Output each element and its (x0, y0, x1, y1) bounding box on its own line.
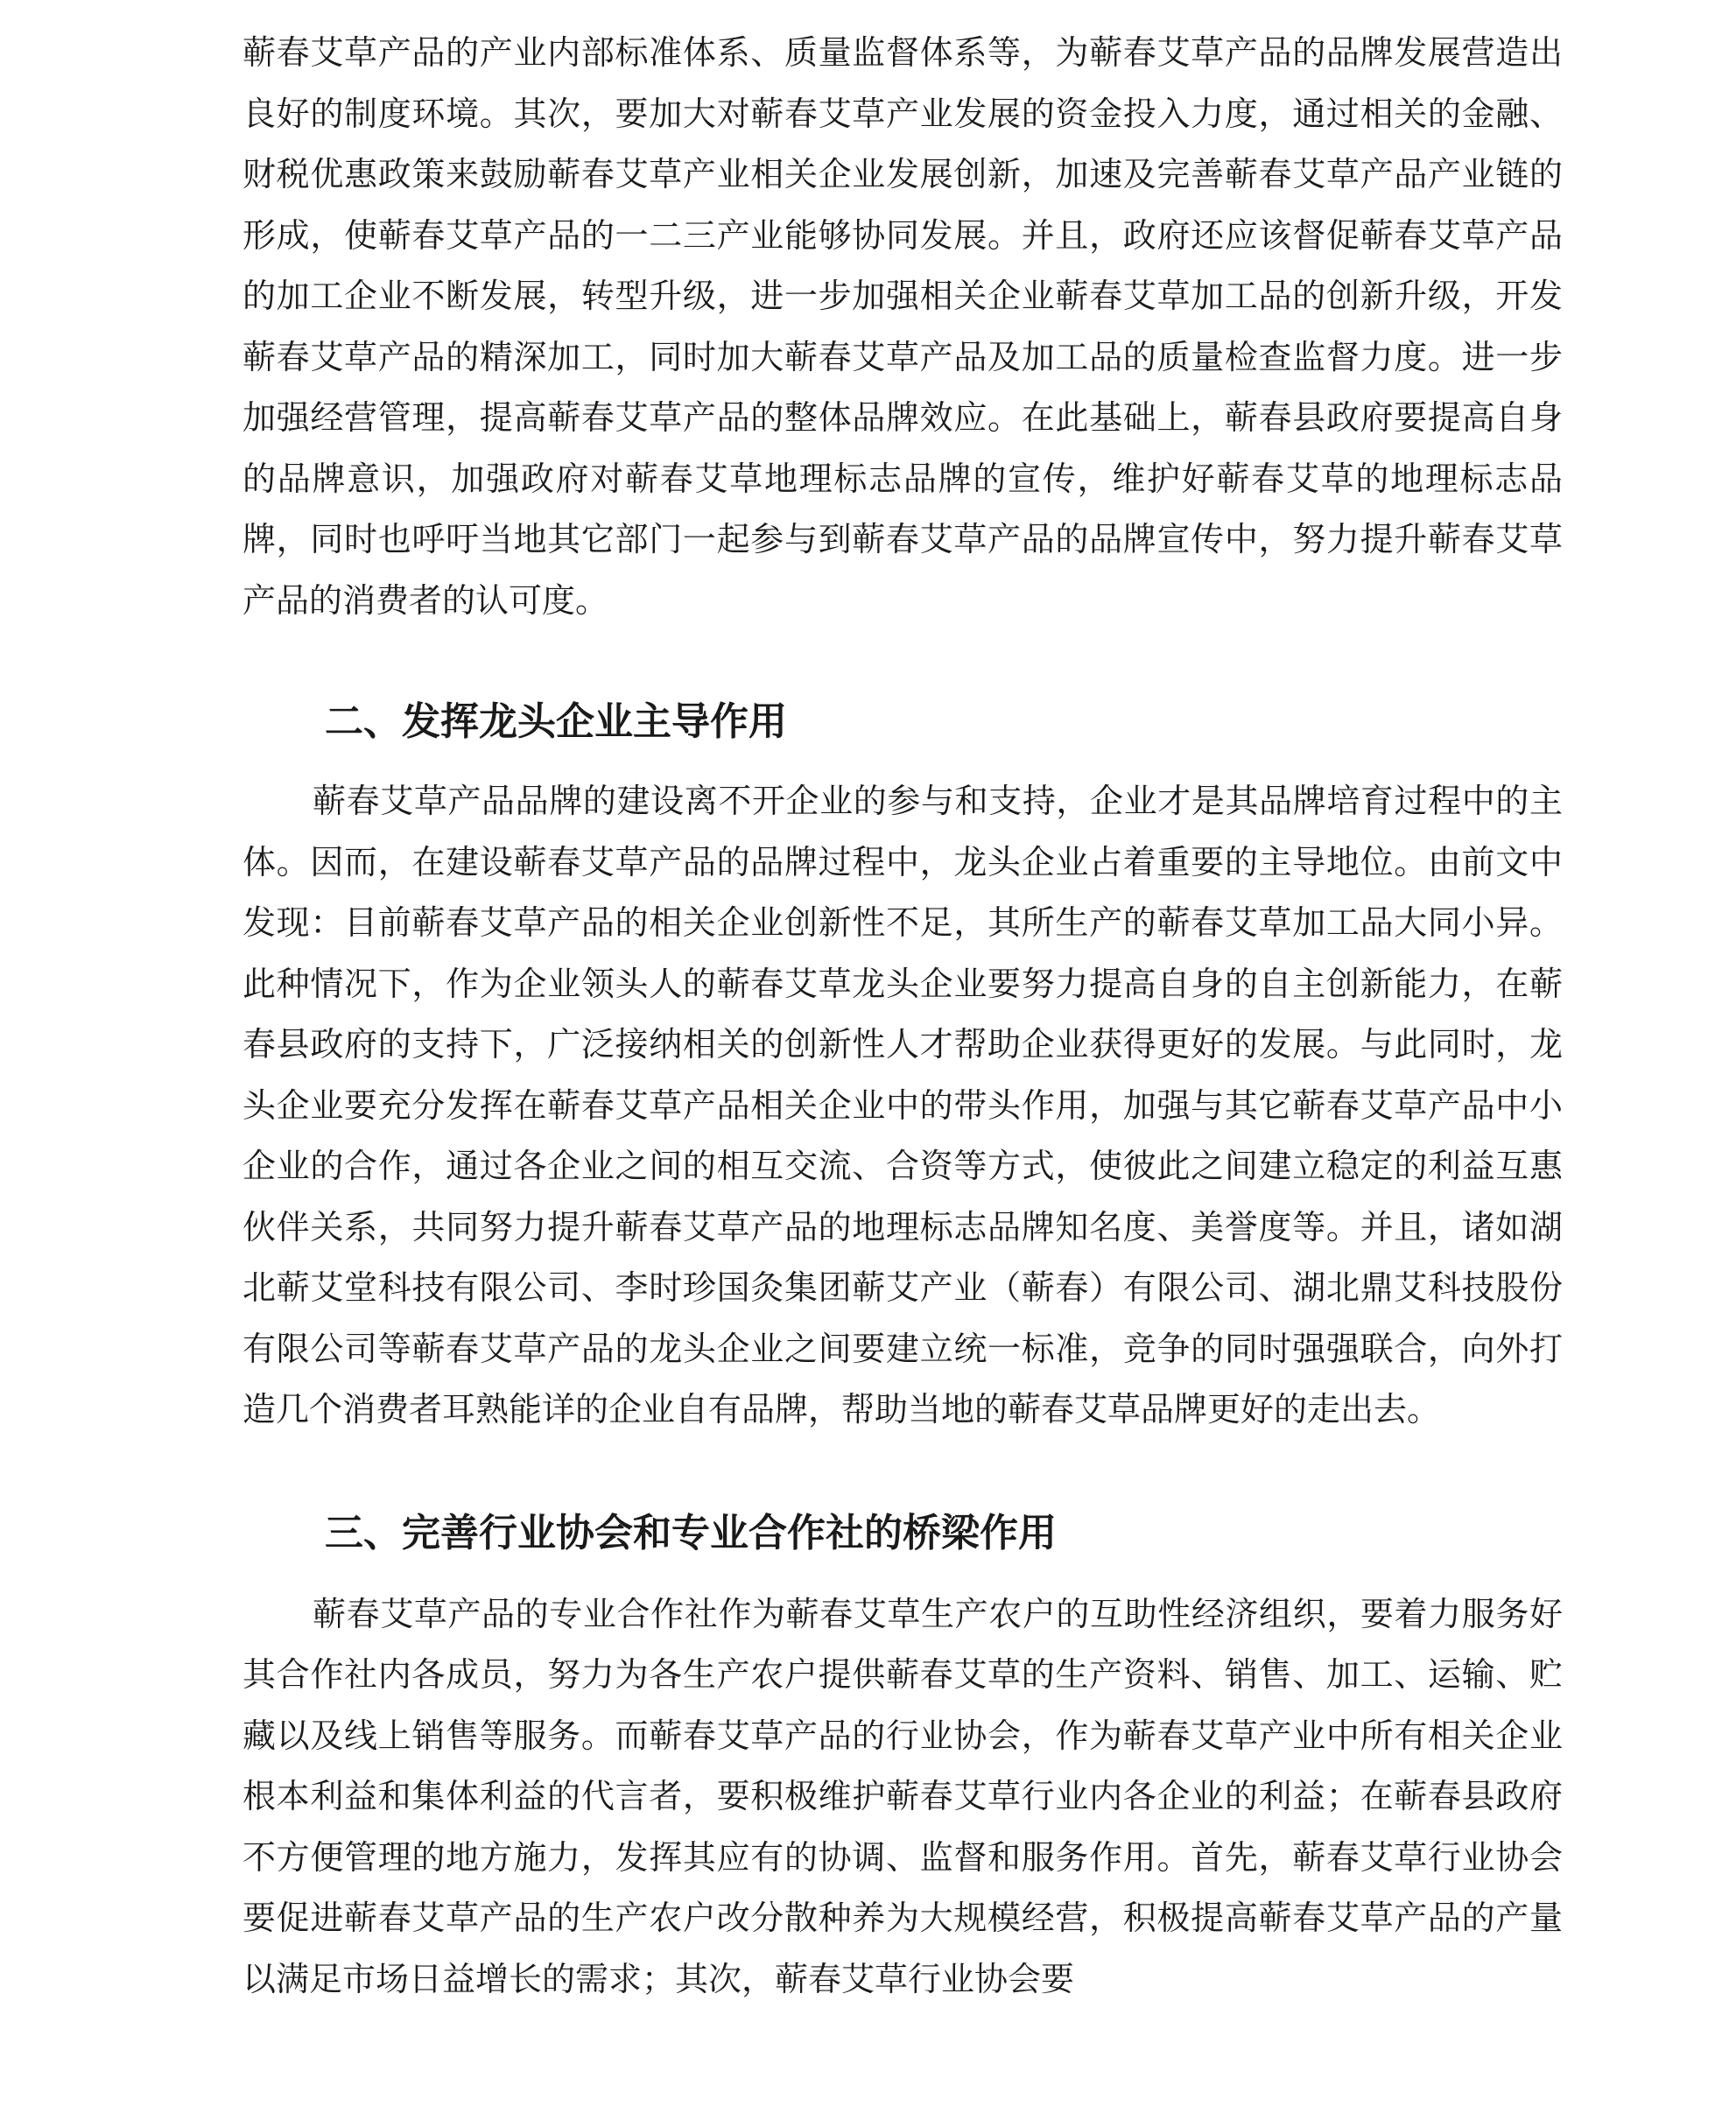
document-page (242, 23, 1563, 2010)
section-heading-2: 二、发挥龙头企业主导作用 (325, 699, 787, 744)
paragraph-leading-enterprises: 蕲春艾草产品品牌的建设离不开企业的参与和支持，企业才是其品牌培育过程中的主体。因而，在建设蕲春艾草产品的品牌过程中，龙头企业占着重要的主导地位。由前文中发现：目前蕲春艾草产品的相关企业创新性不足，其所生产的蕲春艾草加工品大同小异。此种情况下，作为企业领头人的蕲春艾草龙头企业要努力提高自身的自主创新能力，在蕲春县政府的支持下，广泛接纳相关的创新性人才帮助企业获得更好的发展。与此同时，龙头企业要充分发挥在蕲春艾草产品相关企业中的带头作用，加强与其它蕲春艾草产品中小企业的合作，通过各企业之间的相互交流、合资等方式，使彼此之间建立稳定的利益互惠伙伴关系，共同努力提升蕲春艾草产品的地理标志品牌知名度、美誉度等。并且，诸如湖北蕲艾堂科技有限公司、李时珍国灸集团蕲艾产业（蕲春）有限公司、湖北鼎艾科技股份有限公司等蕲春艾草产品的龙头企业之间要建立统一标准，竞争的同时强强联合，向外打造几个消费者耳熟能详的企业自有品牌，帮助当地的蕲春艾草品牌更好的走出去。 (242, 782, 1563, 1429)
section-heading-3: 三、完善行业协会和专业合作社的桥梁作用 (325, 1510, 1057, 1555)
paragraph-associations-cooperatives: 蕲春艾草产品的专业合作社作为蕲春艾草生产农户的互助性经济组织，要着力服务好其合作社内各成员，努力为各生产农户提供蕲春艾草的生产资料、销售、加工、运输、贮藏以及线上销售等服务。而蕲春艾草产品的行业协会，作为蕲春艾草产业中所有相关企业根本利益和集体利益的代言者，要积极维护蕲春艾草行业内各企业的利益；在蕲春县政府不方便管理的地方施力，发挥其应有的协调、监督和服务作用。首先，蕲春艾草行业协会要促进蕲春艾草产品的生产农户改分散种养为大规模经营，积极提高蕲春艾草产品的产量以满足市场日益增长的需求；其次，蕲春艾草行业协会要 (242, 1594, 1563, 1998)
paragraph-continuation: 蕲春艾草产品的产业内部标准体系、质量监督体系等，为蕲春艾草产品的品牌发展营造出良好的制度环境。其次，要加大对蕲春艾草产业发展的资金投入力度，通过相关的金融、财税优惠政策来鼓励蕲春艾草产业相关企业发展创新，加速及完善蕲春艾草产品产业链的形成，使蕲春艾草产品的一二三产业能够协同发展。并且，政府还应该督促蕲春艾草产品的加工企业不断发展，转型升级，进一步加强相关企业蕲春艾草加工品的创新升级，开发蕲春艾草产品的精深加工，同时加大蕲春艾草产品及加工品的质量检查监督力度。进一步加强经营管理，提高蕲春艾草产品的整体品牌效应。在此基础上，蕲春县政府要提高自身的品牌意识，加强政府对蕲春艾草地理标志品牌的宣传，维护好蕲春艾草的地理标志品牌，同时也呼吁当地其它部门一起参与到蕲春艾草产品的品牌宣传中，努力提升蕲春艾草产品的消费者的认可度。 (242, 33, 1563, 620)
